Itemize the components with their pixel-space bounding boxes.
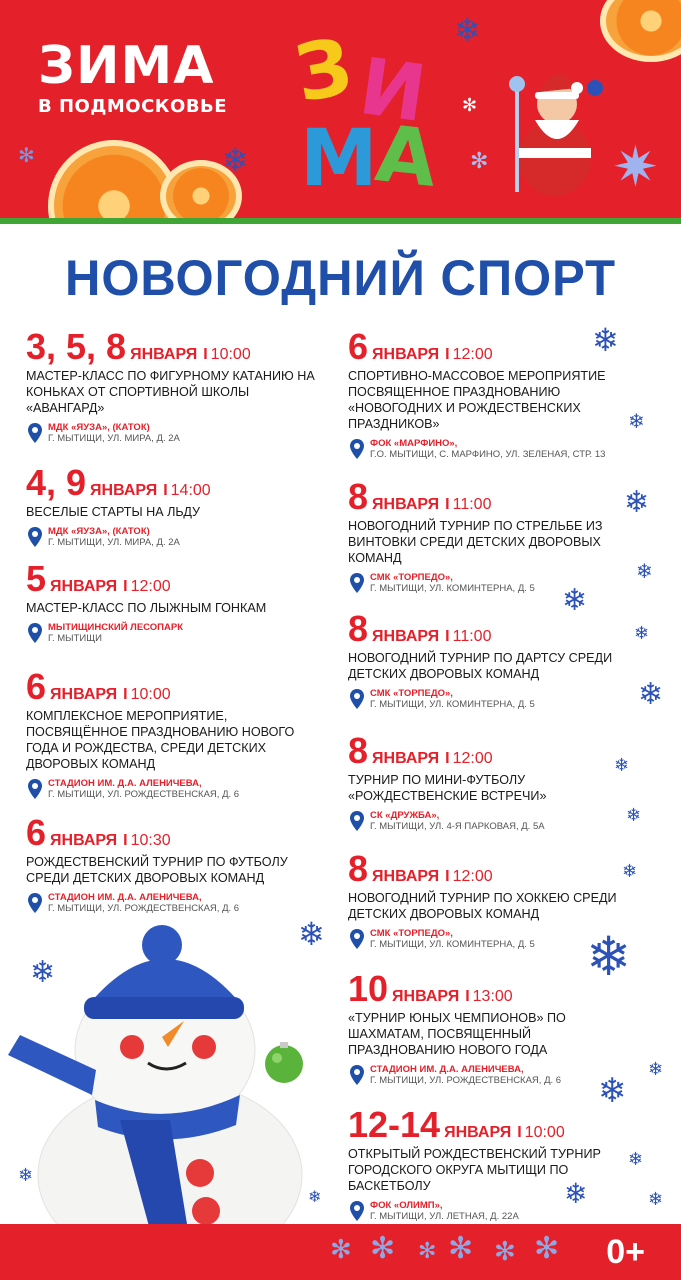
snowflake-icon: ✻ [370, 1232, 396, 1265]
event-description: МАСТЕР-КЛАСС ПО ЛЫЖНЫМ ГОНКАМ [26, 601, 267, 615]
event-day: 8 [348, 476, 369, 517]
snowflake-icon: ❄ [298, 916, 325, 952]
map-pin-icon [350, 689, 364, 709]
snowflake-icon: ❄ [564, 1178, 588, 1209]
header-banner [0, 0, 681, 218]
snowflake-icon: ❄ [562, 584, 588, 617]
event-day: 8 [348, 730, 369, 771]
event-date [26, 812, 326, 853]
snowflake-icon: ✻ [470, 148, 489, 173]
snowflake-icon: ❄ [614, 755, 630, 775]
event-location [348, 1064, 638, 1086]
event-description: ОТКРЫТЫЙ РОЖДЕСТВЕНСКИЙ ТУРНИР ГОРОДСКОГО ОКРУГА МЫТИЩИ ПО БАСКЕТБОЛУ [348, 1147, 601, 1193]
event-date [26, 558, 326, 599]
snowflake-icon: ❄ [648, 1059, 664, 1079]
event-description: «ТУРНИР ЮНЫХ ЧЕМПИОНОВ» ПО ШАХМАТАМ, ПОСВЯЩЕННЫЙ ПРАЗДНОВАНИЮ НОВОГО ГОДА [348, 1011, 566, 1057]
event-date [348, 476, 638, 517]
orange-slice-decoration [600, 0, 681, 62]
event-date [26, 326, 326, 367]
event-address: Г. МЫТИЩИ [48, 633, 102, 644]
logo-letter: А [371, 109, 441, 205]
event-description: РОЖДЕСТВЕНСКИЙ ТУРНИР ПО ФУТБОЛУ СРЕДИ ДЕТСКИХ ДВОРОВЫХ КОМАНД [26, 855, 288, 885]
event-time: 12:00 [452, 346, 493, 363]
event-venue: МДК «ЯУЗА», (КАТОК) [48, 422, 150, 433]
event-time: 13:00 [472, 988, 513, 1005]
snowflake-icon: ✻ [494, 1236, 516, 1266]
event-month: ЯНВАРЯ [50, 578, 118, 595]
event-item [26, 812, 326, 914]
event-item [348, 608, 638, 710]
event-day: 6 [348, 326, 369, 367]
event-day: 3, 5, 8 [26, 326, 127, 367]
star-decoration: ✷ [612, 135, 659, 198]
event-address: Г. МЫТИЩИ, УЛ. ЛЕТНАЯ, Д. 22А [370, 1211, 519, 1222]
event-separator: I [445, 628, 450, 645]
event-month: ЯНВАРЯ [372, 346, 440, 363]
event-time: 14:00 [170, 482, 211, 499]
event-item [348, 968, 638, 1086]
event-separator: I [123, 832, 128, 849]
event-day: 8 [348, 848, 369, 889]
snowflake-icon: ❄ [586, 927, 632, 987]
event-description: ВЕСЕЛЫЕ СТАРТЫ НА ЛЬДУ [26, 505, 201, 519]
map-pin-icon [28, 779, 42, 799]
event-venue: СТАДИОН ИМ. Д.А. АЛЕНИЧЕВА, [48, 892, 202, 903]
event-venue: СТАДИОН ИМ. Д.А. АЛЕНИЧЕВА, [48, 778, 202, 789]
event-month: ЯНВАРЯ [444, 1124, 512, 1141]
snowflake-icon: ❄ [454, 12, 481, 48]
event-month: ЯНВАРЯ [50, 832, 118, 849]
event-time: 12:00 [452, 868, 493, 885]
event-item [26, 326, 326, 444]
snowflake-icon: ✻ [330, 1234, 352, 1264]
map-pin-icon [28, 423, 42, 443]
event-venue: МЫТИЩИНСКИЙ ЛЕСОПАРК [48, 622, 184, 633]
footer-bar [0, 1224, 681, 1280]
map-pin-icon [350, 573, 364, 593]
event-separator: I [203, 346, 208, 363]
event-time: 10:30 [130, 832, 171, 849]
event-time: 10:00 [210, 346, 251, 363]
snowflake-icon: ✻ [18, 145, 35, 167]
snowflake-icon: ❄ [622, 861, 638, 881]
snowflake-icon: ❄ [628, 1149, 644, 1169]
event-address: Г. МЫТИЩИ, УЛ. КОМИНТЕРНА, Д. 5 [370, 583, 535, 594]
event-location [26, 892, 326, 914]
event-month: ЯНВАРЯ [372, 496, 440, 513]
brand-tagline: В ПОДМОСКОВЬЕ [38, 96, 228, 117]
snowflake-icon: ❄ [222, 142, 249, 178]
event-address: Г. МЫТИЩИ, УЛ. КОМИНТЕРНА, Д. 5 [370, 939, 535, 950]
map-pin-icon [28, 893, 42, 913]
map-pin-icon [350, 439, 364, 459]
logo-letter: М [300, 114, 378, 204]
event-day: 6 [26, 666, 47, 707]
snowflake-icon: ❄ [18, 1165, 34, 1185]
event-location [348, 810, 638, 832]
logo-letter: З [288, 21, 359, 121]
snowflake-icon: ❄ [648, 1189, 664, 1209]
event-location [26, 422, 326, 444]
event-address: Г. МЫТИЩИ, УЛ. КОМИНТЕРНА, Д. 5 [370, 699, 535, 710]
event-time: 11:00 [452, 496, 492, 513]
event-date [348, 608, 638, 649]
brand-logo [38, 36, 228, 117]
event-date [348, 848, 638, 889]
event-address: Г. МЫТИЩИ, УЛ. 4-Я ПАРКОВАЯ, Д. 5А [370, 821, 545, 832]
event-month: ЯНВАРЯ [392, 988, 460, 1005]
snowflake-icon: ❄ [636, 561, 653, 583]
snowflake-icon: ✻ [448, 1232, 474, 1265]
snowflake-icon: ❄ [626, 805, 642, 825]
page-title: НОВОГОДНИЙ СПОРТ [64, 250, 617, 306]
event-item [26, 462, 326, 548]
event-item [348, 476, 638, 594]
event-separator: I [123, 578, 128, 595]
event-separator: I [445, 346, 450, 363]
christmas-ball-ornament [262, 1040, 306, 1084]
event-separator: I [445, 750, 450, 767]
event-day: 4, 9 [26, 462, 87, 503]
snowflake-icon: ❄ [598, 1072, 627, 1110]
event-description: МАСТЕР-КЛАСС ПО ФИГУРНОМУ КАТАНИЮ НА КОНЬКАХ ОТ СПОРТИВНОЙ ШКОЛЫ «АВАНГАРД» [26, 369, 315, 415]
event-location [348, 1200, 638, 1222]
map-pin-icon [28, 527, 42, 547]
event-separator: I [123, 686, 128, 703]
event-address: Г. МЫТИЩИ, УЛ. РОЖДЕСТВЕНСКАЯ, Д. 6 [370, 1075, 562, 1086]
event-location [26, 778, 326, 800]
event-description: КОМПЛЕКСНОЕ МЕРОПРИЯТИЕ, ПОСВЯЩЁННОЕ ПРАЗДНОВАНИЮ НОВОГО ГОДА И РОЖДЕСТВА, СРЕДИ ДЕТСКИХ ДВОРОВЫХ КОМАНД [26, 709, 295, 771]
event-separator: I [445, 496, 450, 513]
event-time: 12:00 [452, 750, 493, 767]
event-month: ЯНВАРЯ [130, 346, 198, 363]
event-address: Г. МЫТИЩИ, УЛ. РОЖДЕСТВЕНСКАЯ, Д. 6 [48, 789, 240, 800]
event-month: ЯНВАРЯ [372, 750, 440, 767]
event-month: ЯНВАРЯ [50, 686, 118, 703]
event-address: Г. МЫТИЩИ, УЛ. МИРА, Д. 2А [48, 537, 180, 548]
santa-figure [505, 48, 605, 198]
event-date [348, 730, 638, 771]
event-venue: МДК «ЯУЗА», (КАТОК) [48, 526, 150, 537]
map-pin-icon [28, 623, 42, 643]
green-stripe [0, 218, 681, 224]
event-time: 11:00 [452, 628, 492, 645]
event-item [348, 1104, 638, 1222]
event-location [348, 572, 638, 594]
event-description: ТУРНИР ПО МИНИ-ФУТБОЛУ «РОЖДЕСТВЕНСКИЕ ВСТРЕЧИ» [348, 773, 547, 803]
event-separator: I [445, 868, 450, 885]
map-pin-icon [350, 1065, 364, 1085]
event-day: 6 [26, 812, 47, 853]
event-location [348, 438, 638, 460]
event-date [26, 462, 326, 503]
event-month: ЯНВАРЯ [90, 482, 158, 499]
event-date [26, 666, 326, 707]
event-day: 10 [348, 968, 389, 1009]
event-description: НОВОГОДНИЙ ТУРНИР ПО ХОККЕЮ СРЕДИ ДЕТСКИХ ДВОРОВЫХ КОМАНД [348, 891, 617, 921]
event-item [348, 730, 638, 832]
event-separator: I [163, 482, 168, 499]
event-venue: СМК «ТОРПЕДО», [370, 928, 453, 939]
event-item [26, 558, 326, 644]
event-separator: I [465, 988, 470, 1005]
event-separator: I [517, 1124, 522, 1141]
event-address: Г.О. МЫТИЩИ, С. МАРФИНО, УЛ. ЗЕЛЕНАЯ, СТР. 13 [370, 449, 606, 460]
event-description: СПОРТИВНО-МАССОВОЕ МЕРОПРИЯТИЕ ПОСВЯЩЕННОЕ ПРАЗДНОВАНИЮ «НОВОГОДНИХ И РОЖДЕСТВЕНСКИХ ПРАЗДНИКОВ» [348, 369, 606, 431]
map-pin-icon [350, 1201, 364, 1221]
event-location [348, 688, 638, 710]
event-venue: ФОК «ОЛИМП», [370, 1200, 443, 1211]
event-date [348, 1104, 638, 1145]
snowflake-icon: ❄ [628, 411, 645, 433]
map-pin-icon [350, 811, 364, 831]
snowflake-icon: ❄ [638, 678, 664, 711]
snowflake-icon: ✻ [462, 95, 478, 115]
snowflake-icon: ✻ [534, 1232, 560, 1265]
event-day: 12-14 [348, 1104, 441, 1145]
event-address: Г. МЫТИЩИ, УЛ. РОЖДЕСТВЕНСКАЯ, Д. 6 [48, 903, 240, 914]
event-time: 10:00 [524, 1124, 565, 1141]
event-address: Г. МЫТИЩИ, УЛ. МИРА, Д. 2А [48, 433, 180, 444]
snowflake-icon: ✻ [418, 1238, 437, 1263]
logo-letter: И [354, 41, 432, 141]
event-time: 10:00 [130, 686, 171, 703]
event-item [26, 666, 326, 800]
event-venue: ФОК «МАРФИНО», [370, 438, 458, 449]
event-time: 12:00 [130, 578, 171, 595]
event-venue: СМК «ТОРПЕДО», [370, 572, 453, 583]
zima-3d-logo [288, 21, 460, 205]
event-description: НОВОГОДНИЙ ТУРНИР ПО СТРЕЛЬБЕ ИЗ ВИНТОВКИ СРЕДИ ДЕТСКИХ ДВОРОВЫХ КОМАНД [348, 519, 603, 565]
event-day: 8 [348, 608, 369, 649]
event-venue: СТАДИОН ИМ. Д.А. АЛЕНИЧЕВА, [370, 1064, 524, 1075]
snowflake-icon: ❄ [634, 623, 650, 643]
event-day: 5 [26, 558, 47, 599]
event-location [26, 622, 326, 644]
event-month: ЯНВАРЯ [372, 628, 440, 645]
orange-slice-decoration [48, 140, 180, 218]
snowflake-icon: ❄ [308, 1189, 322, 1206]
event-venue: СМК «ТОРПЕДО», [370, 688, 453, 699]
event-venue: СК «ДРУЖБА», [370, 810, 440, 821]
snowflake-icon: ❄ [30, 956, 56, 989]
event-description: НОВОГОДНИЙ ТУРНИР ПО ДАРТСУ СРЕДИ ДЕТСКИХ ДВОРОВЫХ КОМАНД [348, 651, 613, 681]
snowflake-icon: ❄ [624, 486, 650, 519]
event-month: ЯНВАРЯ [372, 868, 440, 885]
snowflake-icon: ❄ [592, 322, 619, 358]
brand-name: ЗИМА [38, 36, 215, 96]
map-pin-icon [350, 929, 364, 949]
age-rating: 0+ [606, 1233, 645, 1271]
event-location [26, 526, 326, 548]
